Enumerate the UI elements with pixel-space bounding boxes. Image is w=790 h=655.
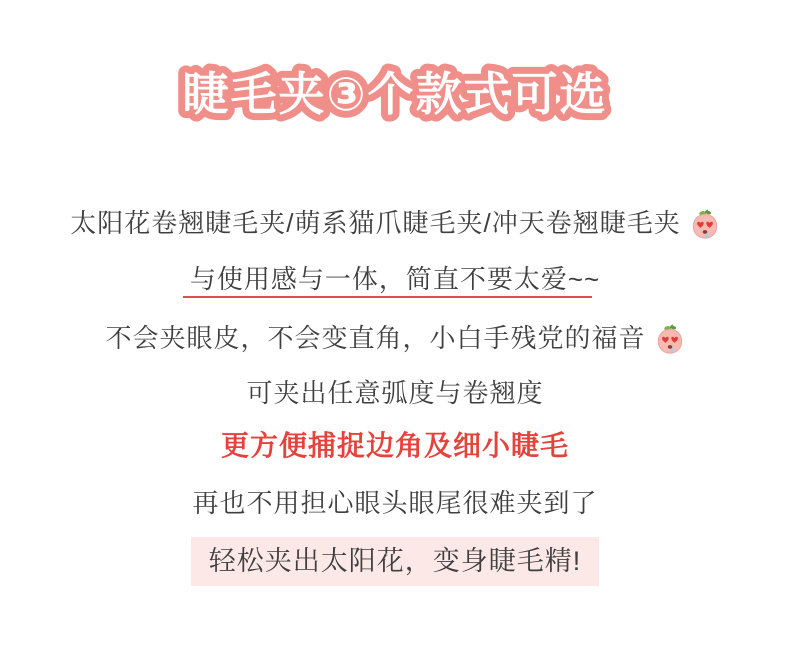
page-title-text: 睫毛夹③个款式可选 xyxy=(182,67,608,121)
description-line-6 xyxy=(0,486,790,520)
description-line-5-emphasis xyxy=(0,429,790,463)
description-line-3 xyxy=(0,321,790,355)
page-title xyxy=(165,56,625,135)
description-line-3-text: 不会夹眼皮，不会变直角，小白手残党的福音 xyxy=(105,323,646,353)
heart-eyes-peach-emoji xyxy=(690,209,720,239)
description-line-4 xyxy=(0,376,790,410)
red-underline-divider xyxy=(183,296,592,298)
bubble-title-graphic xyxy=(165,56,625,130)
description-line-2 xyxy=(0,262,790,296)
description-line-6-text: 再也不用担心眼头眼尾很难夹到了 xyxy=(192,488,598,518)
highlighted-slogan: 轻松夹出太阳花，变身睫毛精! xyxy=(191,537,600,586)
description-line-1-text: 太阳花卷翘睫毛夹/萌系猫爪睫毛夹/冲天卷翘睫毛夹 xyxy=(70,208,681,238)
description-line-2-text: 与使用感与一体，简直不要太爱~~ xyxy=(189,264,601,294)
description-line-7 xyxy=(0,537,790,586)
description-line-5-text: 更方便捕捉边角及细小睫毛 xyxy=(220,430,569,461)
description-line-4-text: 可夹出任意弧度与卷翘度 xyxy=(246,378,544,408)
heart-eyes-peach-emoji xyxy=(655,324,685,354)
description-line-1 xyxy=(0,206,790,240)
